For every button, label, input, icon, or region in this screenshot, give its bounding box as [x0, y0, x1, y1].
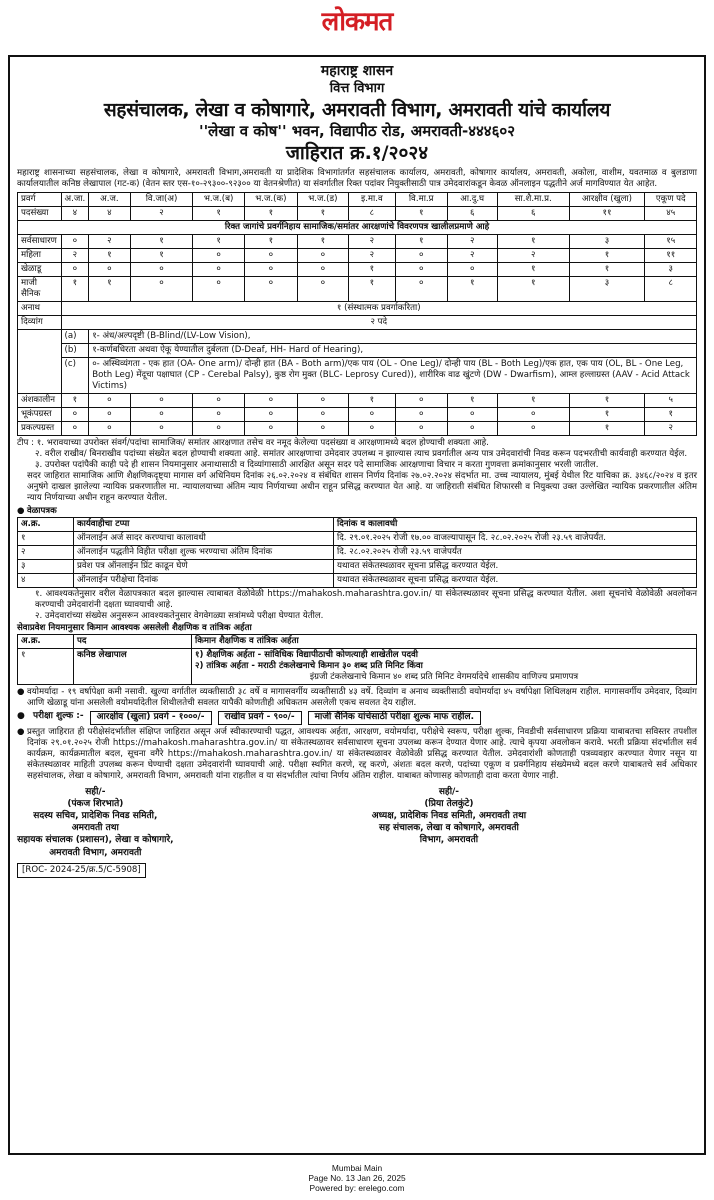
table-cell: ०	[497, 408, 569, 422]
schedule-cell: ऑनलाईन पद्धतीने विहीत परीक्षा शुल्क भरण्याचा अंतिम दिनांक	[74, 546, 334, 560]
posts-cell: ४५	[645, 207, 697, 221]
schedule-cell: १	[18, 532, 74, 546]
posts-cell: १	[297, 207, 348, 221]
table-cell: २	[348, 249, 395, 263]
divyang-c-key: (c)	[61, 358, 89, 394]
schedule-table	[17, 517, 697, 588]
table-cell: ०	[244, 249, 297, 263]
table-cell: ०	[395, 422, 447, 436]
posts-cell: ६	[497, 207, 569, 221]
note-4: सदर जाहिरात सामाजिक आणि शैक्षणिकदृष्ट्या मागास वर्ग अधिनियम दिनांक २६.०२.२०२४ व संबंधित शासन निर्णय दिनांक २७.०२.२०२४ संदर्भात मा. उच्च न्यायालय, मुंबई येथील रिट याचिका क्र. ३४६८/२०२४ व इतर अनुषंगे दाखल झालेल्या न्यायिक प्रकरणातील मा. न्यायालयाच्या अंतिम न्याय निर्णयाच्या अधीन राहून प्रसिद्ध करण्यात येत आहे. या जाहिराती संबंधित शिफारसी व नियुक्त्या उक्त उल्लेखित न्यायिक प्रकरणातील अंतिम न्याय निर्णयाच्या अधीन राहून करण्यात येतील.	[27, 471, 697, 504]
reservation-subtitle: रिक्त जागांचे प्रवर्गनिहाय सामाजिक/समांतर आरक्षणांचे विवरणपत्र खालीलप्रमाणे आहे	[18, 221, 697, 235]
bullet-icon: ●	[17, 711, 25, 722]
advertisement	[8, 55, 706, 1155]
table-cell: ०	[447, 408, 497, 422]
table-cell: २	[89, 235, 130, 249]
table-row	[18, 422, 697, 436]
table-cell: ०	[244, 408, 297, 422]
posts-cell: १	[244, 207, 297, 221]
table-cell: ०	[244, 263, 297, 277]
posts-cell: ११	[569, 207, 645, 221]
qualification-title: सेवाप्रवेश नियमानुसार किमान आवश्यक असलेली शैक्षणिक व तांत्रिक अर्हता	[17, 623, 252, 634]
table-cell: भूकंपग्रस्त	[18, 408, 62, 422]
table-cell: १	[130, 235, 193, 249]
res-header-cell: भ.ज.(क)	[244, 193, 297, 207]
header-address: ''लेखा व कोष'' भवन, विद्यापीठ रोड, अमरावती-४४४६०२	[198, 121, 516, 140]
res-header-cell: सा.शै.मा.प्र.	[497, 193, 569, 207]
table-cell: १	[61, 394, 89, 408]
table-cell: अंशकालीन	[18, 394, 62, 408]
table-cell: २	[348, 235, 395, 249]
table-cell: ०	[193, 422, 244, 436]
reservation-table	[17, 192, 697, 436]
divyang-b-key: (b)	[61, 344, 89, 358]
posts-cell: ४	[61, 207, 89, 221]
schedule-cell: ऑनलाईन अर्ज सादर करण्याचा कालावधी	[74, 532, 334, 546]
table-cell: ०	[395, 249, 447, 263]
posts-cell: पदसंख्या	[18, 207, 62, 221]
schedule-row	[18, 560, 697, 574]
sign-mark: सही/-	[85, 786, 106, 797]
signatory-title: अध्यक्ष, प्रादेशिक निवड समिती, अमरावती तथा	[371, 811, 527, 822]
table-cell: माजी सैनिक	[18, 277, 62, 302]
table-cell: १	[244, 235, 297, 249]
table-cell: ०	[297, 422, 348, 436]
table-cell: ०	[89, 422, 130, 436]
schedule-title-row	[17, 506, 697, 517]
edition: Mumbai Main	[331, 1163, 383, 1173]
table-cell: ०	[395, 394, 447, 408]
divyang-a-key: (a)	[61, 330, 89, 344]
table-cell: ०	[130, 394, 193, 408]
bullet-icon: ●	[17, 726, 25, 737]
table-cell: ०	[447, 422, 497, 436]
fees-row	[17, 711, 697, 725]
table-cell: ०	[244, 394, 297, 408]
table-cell: १	[497, 394, 569, 408]
table-cell: ०	[193, 263, 244, 277]
posts-cell: १	[395, 207, 447, 221]
table-cell: ०	[193, 277, 244, 302]
fee-reserved: राखीव प्रवर्ग - ९००/-	[218, 711, 302, 725]
table-cell: ३	[645, 263, 697, 277]
table-cell: २	[497, 249, 569, 263]
table-cell: २	[447, 249, 497, 263]
anath-value: १ (संस्थात्मक प्रवर्गाकरिता)	[61, 302, 696, 316]
table-cell: ०	[193, 408, 244, 422]
schedule-h-stage: कार्यवाहीचा टप्पा	[74, 518, 334, 532]
table-cell: ०	[297, 249, 348, 263]
table-cell: महिला	[18, 249, 62, 263]
table-cell: ०	[297, 263, 348, 277]
table-cell: २	[61, 249, 89, 263]
schedule-cell: ३	[18, 560, 74, 574]
table-cell: ०	[297, 408, 348, 422]
divyang-b-value: १-कर्णबधिरता अथवा ऐकू येण्यातील दुर्बलता (D-Deaf, HH- Hard of Hearing),	[89, 344, 697, 358]
table-cell: १	[497, 263, 569, 277]
posts-cell: २	[130, 207, 193, 221]
schedule-h-sr: अ.क्र.	[18, 518, 74, 532]
note-2: २. वरील राखीव/ बिनराखीव पदांच्या संख्येत बदल होण्याची शक्यता आहे. समांतर आरक्षणाचा उमेदवार उपलब्ध न झाल्यास त्याच प्रवर्गातील अन्य पात्र उमेदवारांची निवड करून पदभरतीची कार्यवाही करण्यात येईल.	[35, 449, 688, 460]
table-cell: १५	[645, 235, 697, 249]
qual-typing: इंग्रजी टंकलेखनाचे किमान ४० शब्द प्रति मिनिट वेगमर्यादेचे शासकीय वाणिज्य प्रमाणपत्र	[309, 672, 579, 683]
table-row	[18, 408, 697, 422]
fee-exservice: माजी सैनिक यांचेसाठी परीक्षा शुल्क माफ राहील.	[308, 711, 481, 725]
age-row	[17, 687, 697, 709]
table-cell: १	[645, 408, 697, 422]
res-header-cell: आरक्षीव (खुला)	[569, 193, 645, 207]
qual-sr: १	[18, 649, 74, 685]
qualification-table	[17, 634, 697, 685]
lokmat-logo: लोकमत	[321, 7, 393, 37]
table-cell: १	[447, 394, 497, 408]
page-info: Page No. 13 Jan 26, 2025	[308, 1173, 406, 1184]
table-cell: खेळाडू	[18, 263, 62, 277]
table-cell: ८	[645, 277, 697, 302]
age-limit: वयोमर्यादा - १९ वर्षापेक्षा कमी नसावी. खुल्या वर्गातील व्यक्तीसाठी ३८ वर्षे व मागासवर्गीय व्यक्तीसाठी ४३ वर्षे. दिव्यांग व अनाथ व्यक्तीसाठी वयोमर्यादा ४५ वर्षापेक्षा शिथिलक्षम राहील. मागासवर्गीय उमेदवार, दिव्यांग आणि खेळाडू यांना असलेली वयोमर्यादेतील शिथीलतेची सवलत यापैकी कोणतीही अधिकतम असलेली एकच सवलत देय राहील.	[27, 687, 697, 709]
schedule-row	[18, 532, 697, 546]
signatory-designation: सहायक संचालक (प्रशासन), लेखा व कोषागारे, अमरावती विभाग, अमरावती	[17, 835, 174, 858]
table-cell: १	[193, 235, 244, 249]
note-1: टीप : १. भरावयाच्या उपरोक्त संवर्ग/पदांचा सामाजिक/ समांतर आरक्षणात तसेच वर नमूद केलेल्या पदसंख्या व आरक्षणामध्ये बदल होण्याची शक्यता आहे.	[17, 438, 489, 449]
table-cell: ०	[348, 422, 395, 436]
table-cell: ०	[447, 263, 497, 277]
powered-by: Powered by: erelego.com	[309, 1183, 405, 1194]
details-paragraph: प्रस्तुत जाहिरात ही परीक्षेसंदर्भातील संक्षिप्त जाहिरात असून अर्ज स्वीकारण्याची पद्धत, आवश्यक अर्हता, आरक्षण, वयोमर्यादा, परीक्षेचे स्वरूप, परीक्षा शुल्क, निवडीची सर्वसाधारण प्रक्रिया याबाबतचा सविस्तर तपशील दिनांक २९.०१.२०२५ रोजी https://mahakosh.maharashtra.gov.in/ या संकेतस्थळावर सर्वसाधारण सूचना उपलब्ध करून देण्यात येणार आहे. त्याचे कृपया अवलोकन करावे. भरती प्रक्रिया संदर्भातील सर्व कार्यक्रम, कार्यक्रमातील बदल, सूचना वगैरे https://mahakosh.maharashtra.gov.in/ या संकेतस्थळावर वेळोवेळी प्रसिद्ध करण्यात येतील. उमेदवारांशी कोणताही पत्रव्यवहार करण्यात येणार नसून या संकेतस्थळावर माहिती उपलब्ध करून घेण्याची दक्षता उमेदवारांनी घ्यावयाची आहे. परीक्षा स्थगित करणे, रद्द करणे, अंशतः बदल करणे, पदांच्या एकूण व प्रवर्गनिहाय संख्येमध्ये बदल करणे याबाबतचे सर्व अधिकार सहसंचालक, लेखा व कोषागारे, अमरावती विभाग, अमरावती यांना राहतील व या संदर्भातील त्यांचा निर्णय अंतिम राहील. याबाबत कोणासह कोणताही दावा करता येणार नाही.	[27, 726, 697, 781]
table-cell: प्रकल्पग्रस्त	[18, 422, 62, 436]
table-cell: १	[89, 249, 130, 263]
schedule-note-1: १. आवश्यकतेनुसार वरील वेळापत्रकात बदल झाल्यास त्याबाबत वेळोवेळी https://mahakosh.maharashtra.gov.in/ या संकेतस्थळावर सूचना प्रसिद्ध करण्यात येतील. अशा सूचनांचे वेळोवेळी अवलोकन करण्याची उमेदवारांनी दक्षता घ्यावयाची आहे.	[35, 589, 697, 611]
qual-h-sr: अ.क्र.	[18, 635, 74, 649]
table-cell: ०	[61, 263, 89, 277]
table-row	[18, 235, 697, 249]
signatory-name: (पंकज शिरभाते)	[67, 799, 124, 809]
table-cell: ०	[130, 277, 193, 302]
table-cell: ११	[645, 249, 697, 263]
table-cell: ०	[61, 408, 89, 422]
table-cell: १	[297, 235, 348, 249]
schedule-title: वेळापत्रक	[27, 506, 57, 517]
res-header-cell: अ.ज.	[89, 193, 130, 207]
qual-post: कनिष्ठ लेखापाल	[74, 649, 192, 685]
signatory-designation: सह संचालक, लेखा व कोषागारे, अमरावती विभाग, अमरावती	[378, 823, 519, 846]
qual-tech: २) तांत्रिक अर्हता - मराठी टंकलेखनाचे किमान ३० शब्द प्रति मिनिट किंवा	[195, 661, 423, 672]
table-cell: ०	[89, 408, 130, 422]
table-cell: १	[569, 249, 645, 263]
divyang-c-value: ०- अस्थिव्यंगता - एक हात (OA- One arm)/ दोन्ही हात (BA - Both arm)/एक पाय (OL - One Leg)/ दोन्ही पाय (BL - Both Leg)/एक हात, एक पाय (OL, BL - One Leg, Both Leg) मेंदूचा पक्षाघात (CP - Cerebal Palsy), कुष्ठ रोग मुक्त (BLC- Leprosy Cured)), शारीरिक वाढ खुंटणे (DW - Dwarfism), आम्ल हल्लाग्रस्त (AAV - Acid Attack Victims)	[89, 358, 697, 394]
schedule-cell: यथावत संकेतस्थळावर सूचना प्रसिद्ध करण्यात येईल.	[334, 574, 697, 588]
table-cell: ३	[569, 277, 645, 302]
table-row	[18, 394, 697, 408]
roc-number: [ROC- 2024-25/क्र.5/C-5908]	[17, 863, 146, 878]
schedule-row	[18, 546, 697, 560]
table-cell: १	[569, 394, 645, 408]
anath-label: अनाथ	[18, 302, 62, 316]
sign-mark: सही/-	[438, 786, 460, 797]
table-cell: ०	[244, 422, 297, 436]
intro-paragraph: महाराष्ट्र शासनाच्या सहसंचालक, लेखा व कोषागारे, अमरावती विभाग,अमरावती या प्रादेशिक विभागांतर्गत सहसंचालक कार्यालय, अमरावती, कोषागार कार्यालय, अमरावती, अकोला, वाशीम, यवतमाळ व बुलडाणा कार्यालयातील कनिष्ठ लेखापाल (गट-क) (वेतन स्तर एस-१०-२९३००-९२३०० या वेतनश्रेणीत) या संवर्गातील रिक्त पदांवर नियुक्तीसाठी पात्र उमेदवारांकडून केवळ ऑनलाइन पद्धतीने अर्ज मागविण्यात येत आहेत.	[17, 168, 697, 190]
signatory-name: (प्रिया तेलकुंटे)	[424, 799, 474, 809]
table-cell: २	[645, 422, 697, 436]
signatory-title: सदस्य सचिव, प्रादेशिक निवड समिती, अमरावती तथा	[33, 811, 158, 834]
table-cell: ०	[61, 235, 89, 249]
table-cell: ०	[89, 394, 130, 408]
table-cell: १	[348, 263, 395, 277]
table-cell: १	[89, 277, 130, 302]
posts-cell: ४	[89, 207, 130, 221]
table-cell: ०	[297, 394, 348, 408]
posts-cell: ६	[447, 207, 497, 221]
table-cell: १	[395, 235, 447, 249]
res-header-cell: वि.मा.प्र	[395, 193, 447, 207]
table-cell: ०	[130, 408, 193, 422]
schedule-cell: यथावत संकेतस्थळावर सूचना प्रसिद्ध करण्यात येईल.	[334, 560, 697, 574]
posts-row	[18, 207, 697, 221]
res-header-cell: इ.मा.व	[348, 193, 395, 207]
schedule-note-2: २. उमेदवारांच्या संख्येस अनुसरून आवश्यकतेनुसार वेगवेगळ्या सत्रांमध्ये परीक्षा घेण्यात येतील.	[35, 611, 324, 622]
res-header-cell: प्रवर्ग	[18, 193, 62, 207]
details-row	[17, 727, 697, 782]
table-cell: ०	[130, 422, 193, 436]
divyang-label: दिव्यांग	[18, 316, 62, 330]
bullet-icon: ●	[17, 506, 25, 517]
table-cell: ५	[645, 394, 697, 408]
table-cell: सर्वसाधारण	[18, 235, 62, 249]
signatures	[17, 786, 697, 859]
table-cell: ०	[395, 277, 447, 302]
table-cell: १	[447, 277, 497, 302]
table-cell: ०	[130, 263, 193, 277]
table-cell: ०	[497, 422, 569, 436]
table-cell: १	[348, 394, 395, 408]
table-cell: ०	[193, 249, 244, 263]
table-row	[18, 249, 697, 263]
table-cell: ०	[244, 277, 297, 302]
table-cell: १	[130, 249, 193, 263]
table-cell: ०	[61, 422, 89, 436]
table-cell: ३	[569, 235, 645, 249]
header-govt: महाराष्ट्र शासन	[320, 63, 394, 79]
table-cell: १	[569, 263, 645, 277]
res-header-cell: अ.जा.	[61, 193, 89, 207]
table-cell: १	[497, 277, 569, 302]
table-cell: १	[497, 235, 569, 249]
header-ad-number: जाहिरात क्र.१/२०२४	[285, 142, 429, 165]
qual-edu: १) शैक्षणिक अर्हता - सांविधिक विद्यापीठाची कोणत्याही शाखेतील पदवी	[195, 650, 419, 661]
note-3: ३. उपरोक्त पदांपैकी काही पदे ही शासन नियमानुसार अनाथासाठी व दिव्यांगासाठी आरक्षित असून सदर पदे सामाजिक आरक्षणाचा विचार न करता गुणवत्ता क्रमांकानुसार भरली जातील.	[35, 460, 599, 471]
table-cell: ०	[348, 408, 395, 422]
reservation-header-row	[18, 193, 697, 207]
fee-open: आरक्षीव (खुला) प्रवर्ग - १०००/-	[90, 711, 212, 725]
divyang-value: २ पदे	[61, 316, 696, 330]
signature-left	[17, 786, 343, 859]
qual-h-post: पद	[74, 635, 192, 649]
table-cell: ०	[89, 263, 130, 277]
table-row	[18, 263, 697, 277]
schedule-cell: ऑनलाईन परीक्षेचा दिनांक	[74, 574, 334, 588]
table-cell: १	[569, 408, 645, 422]
schedule-cell: दि. २८.०२.२०२५ रोजी २३.५९ वाजेपर्यंत	[334, 546, 697, 560]
table-cell: २	[447, 235, 497, 249]
bullet-icon: ●	[17, 687, 25, 698]
table-row	[18, 277, 697, 302]
table-cell: ०	[297, 277, 348, 302]
res-header-cell: भ.ज.(ब)	[193, 193, 244, 207]
table-cell: ०	[193, 394, 244, 408]
table-cell: ०	[395, 408, 447, 422]
table-cell: १	[348, 277, 395, 302]
signature-right	[371, 786, 697, 859]
header-office: सहसंचालक, लेखा व कोषागारे, अमरावती विभाग, अमरावती यांचे कार्यालय	[103, 98, 611, 121]
header-dept: वित्त विभाग	[329, 80, 385, 96]
table-cell: ०	[395, 263, 447, 277]
res-header-cell: वि.जा(अ)	[130, 193, 193, 207]
schedule-cell: ४	[18, 574, 74, 588]
divyang-a-value: १- अंध/अल्पदृष्टी (B-Blind/(LV-Low Vision),	[89, 330, 697, 344]
posts-cell: १	[193, 207, 244, 221]
schedule-cell: २	[18, 546, 74, 560]
schedule-row	[18, 574, 697, 588]
table-cell: १	[569, 422, 645, 436]
page-footer	[0, 1163, 714, 1193]
schedule-cell: दि. २९.०१.२०२५ रोजी १७.०० वाजल्यापासून दि. २८.०२.२०२५ रोजी २३.५९ वाजेपर्यंत.	[334, 532, 697, 546]
res-header-cell: भ.ज.(ड)	[297, 193, 348, 207]
schedule-cell: प्रवेश पत्र ऑनलाईन प्रिंट काढून घेणे	[74, 560, 334, 574]
fees-label: परीक्षा शुल्क :-	[33, 711, 84, 722]
res-header-cell: आ.दु.घ	[447, 193, 497, 207]
res-header-cell: एकूण पदे	[645, 193, 697, 207]
qual-h-criteria: किमान शैक्षणिक व तांत्रिक अर्हता	[192, 635, 697, 649]
table-cell: १	[61, 277, 89, 302]
posts-cell: ८	[348, 207, 395, 221]
schedule-h-date: दिनांक व कालावधी	[334, 518, 697, 532]
